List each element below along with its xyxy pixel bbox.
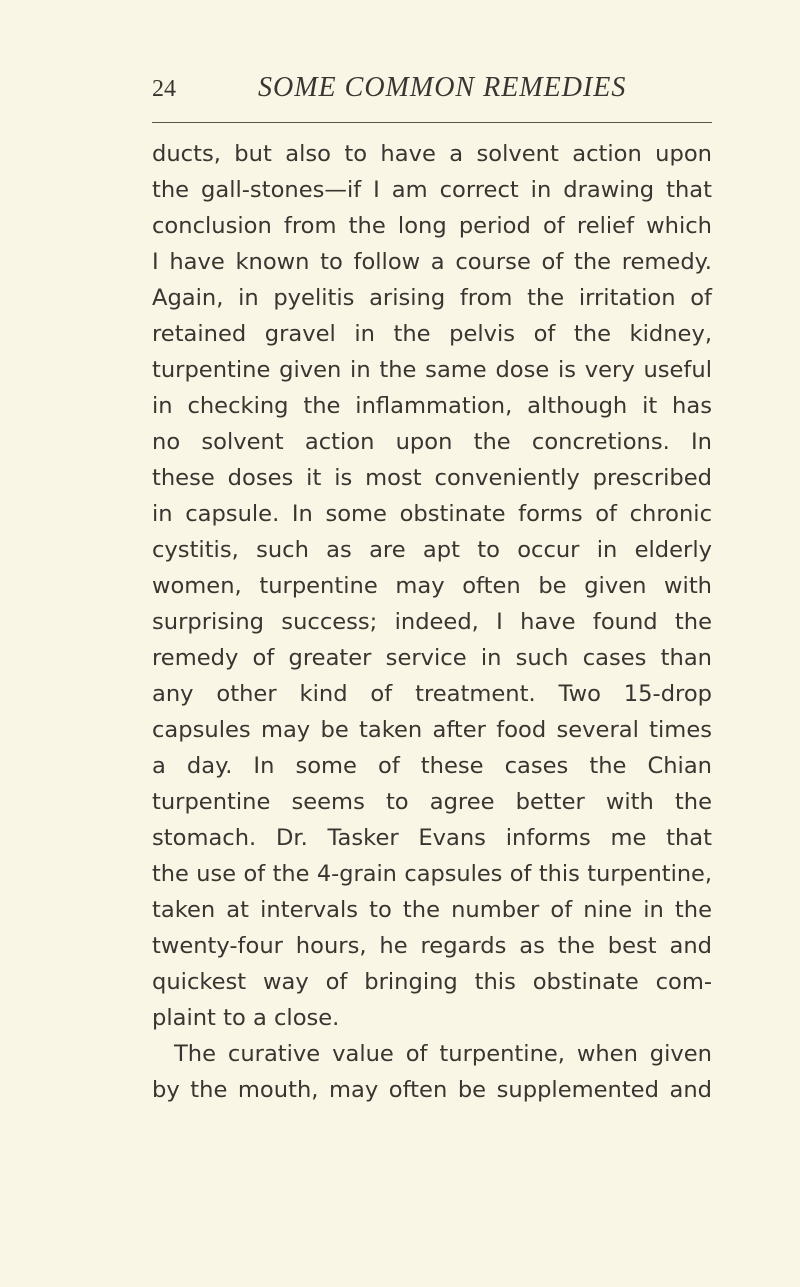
text-line: women, turpentine may often be given with [152, 573, 712, 599]
text-line: twenty-four hours, he regards as the best and [152, 933, 712, 959]
text-line: capsules may be taken after food several times [152, 717, 712, 743]
text-line: turpentine seems to agree better with the [152, 789, 712, 815]
text-line: remedy of greater service in such cases than [152, 645, 712, 671]
text-line: I have known to follow a course of the remedy. [152, 249, 712, 275]
text-line: Again, in pyelitis arising from the irritation of [152, 285, 712, 311]
text-line: conclusion from the long period of relief which [152, 213, 712, 239]
text-line: by the mouth, may often be supplemented and [152, 1077, 712, 1103]
text-line: quickest way of bringing this obstinate com- [152, 969, 712, 995]
text-line: retained gravel in the pelvis of the kidney, [152, 321, 712, 347]
text-line: in checking the inflammation, although it has [152, 393, 712, 419]
text-line: surprising success; indeed, I have found the [152, 609, 712, 635]
text-line: the use of the 4-grain capsules of this turpentine, [152, 861, 712, 887]
text-line: plaint to a close. [152, 1005, 340, 1031]
text-line: any other kind of treatment. Two 15-drop [152, 681, 712, 707]
page-number: 24 [152, 76, 176, 102]
text-line: The curative value of turpentine, when given [174, 1041, 712, 1067]
text-line: turpentine given in the same dose is very useful [152, 357, 712, 383]
text-line: taken at intervals to the number of nine in the [152, 897, 712, 923]
text-line: stomach. Dr. Tasker Evans informs me that [152, 825, 712, 851]
body-text [152, 136, 712, 1108]
text-line: cystitis, such as are apt to occur in elderly [152, 537, 712, 563]
text-line: in capsule. In some obstinate forms of chronic [152, 501, 712, 527]
text-line: no solvent action upon the concretions. In [152, 429, 712, 455]
text-line: a day. In some of these cases the Chian [152, 753, 712, 779]
text-line: these doses it is most conveniently prescribed [152, 465, 712, 491]
text-line: the gall-stones—if I am correct in drawing that [152, 177, 712, 203]
text-line: ducts, but also to have a solvent action upon [152, 141, 712, 167]
page-header [152, 72, 712, 112]
running-title: SOME COMMON REMEDIES [258, 72, 627, 103]
header-rule [152, 122, 712, 123]
